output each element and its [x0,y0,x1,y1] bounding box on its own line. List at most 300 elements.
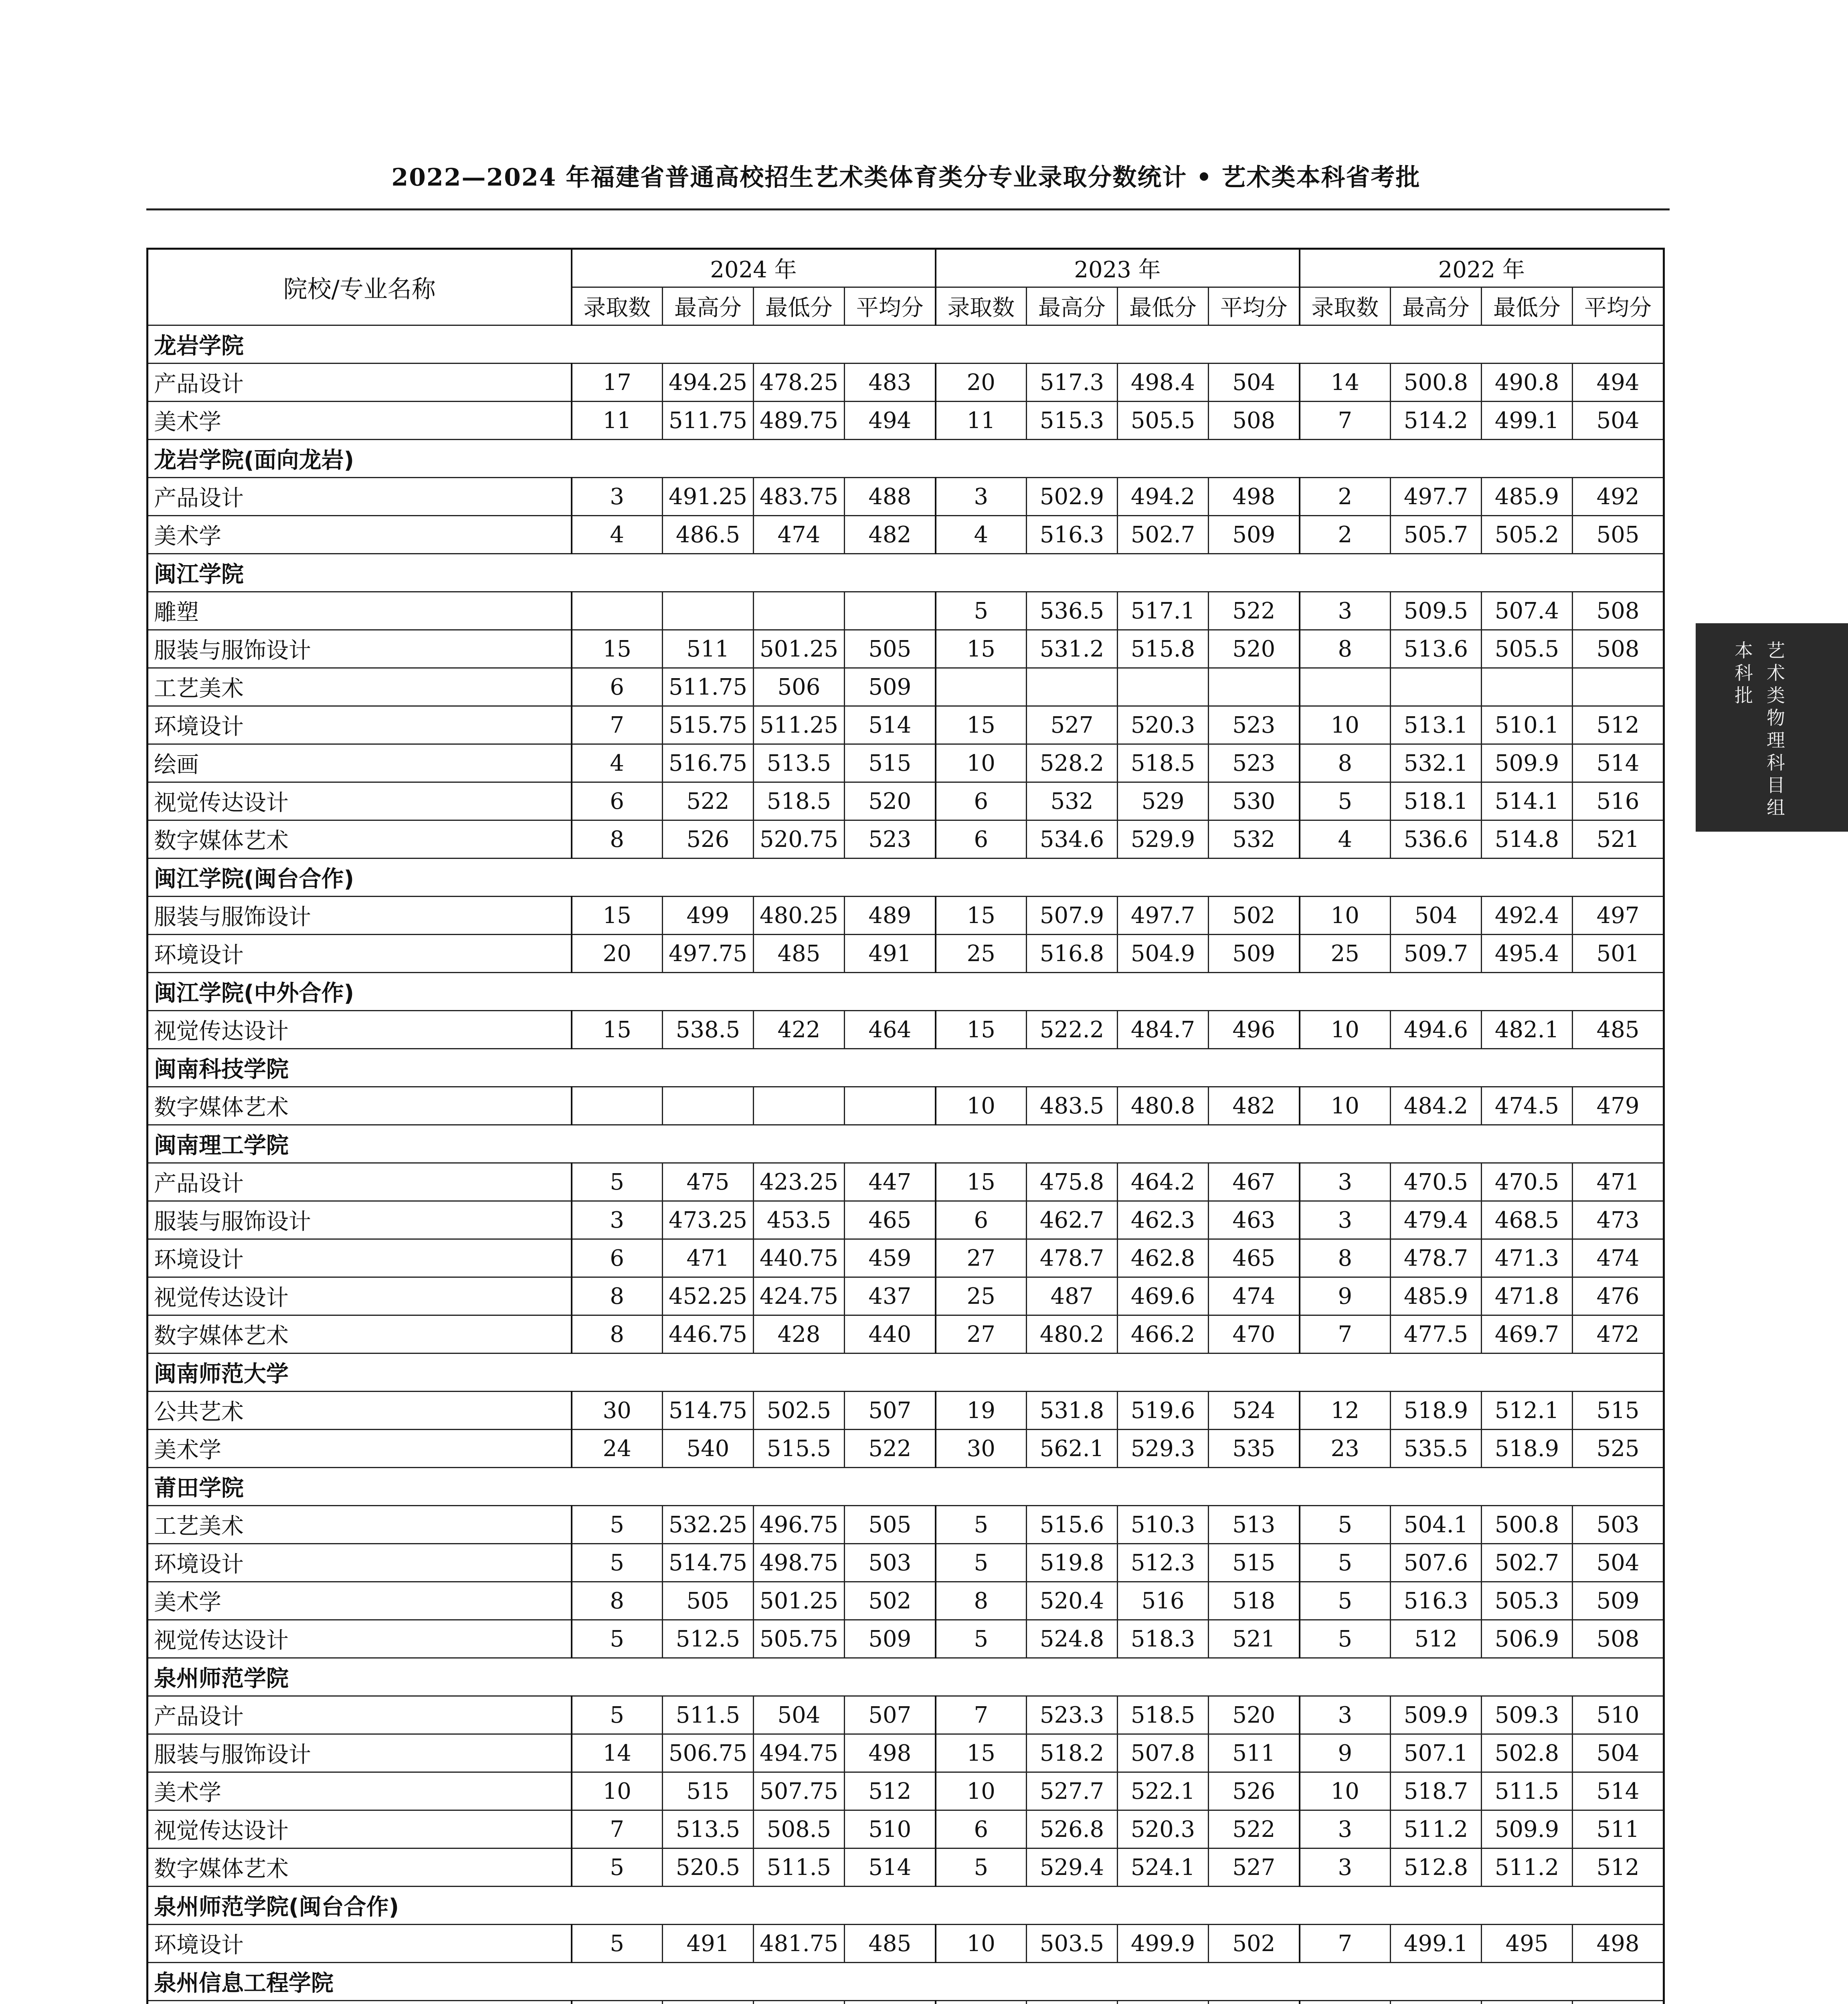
score-cell: 513 [1209,1506,1300,1544]
score-cell: 8 [1300,630,1391,668]
table-row [148,1506,1664,1544]
score-cell: 10 [1300,897,1391,935]
score-cell: 508 [1573,592,1664,630]
score-cell: 518.3 [1118,1620,1209,1658]
score-cell: 494.6 [1391,1011,1482,1049]
score-cell: 528.2 [1027,744,1118,782]
school-row [148,1049,1664,1087]
school-name: 龙岩学院(面向龙岩) [148,440,1664,478]
side-tab-line2: 本科批 [1735,640,1753,706]
score-cell: 527.7 [1027,1772,1118,1810]
score-cell: 422 [754,1011,845,1049]
score-cell: 518.9 [1391,1392,1482,1430]
major-name: 工艺美术 [148,1506,572,1544]
score-cell [1118,2001,1209,2004]
score-cell: 501.25 [754,630,845,668]
school-name: 泉州信息工程学院 [148,1963,1664,2001]
major-name: 服装与服饰设计 [148,1734,572,1772]
school-name: 闽江学院 [148,554,1664,592]
score-cell: 505 [845,630,936,668]
score-cell: 511.2 [1391,1810,1482,1848]
major-name: 产品设计 [148,364,572,402]
table-row [148,592,1664,630]
major-name: 服装与服饰设计 [148,630,572,668]
score-cell: 516 [1573,782,1664,820]
school-row [148,325,1664,364]
table-row [148,668,1664,706]
score-cell: 5 [936,592,1027,630]
score-cell: 501 [1573,935,1664,973]
score-cell: 471 [1573,1163,1664,1201]
score-cell: 6 [936,820,1027,859]
score-cell: 5 [936,1620,1027,1658]
score-cell: 7 [936,1696,1027,1734]
score-cell: 5 [1300,1506,1391,1544]
score-cell: 482 [1209,1087,1300,1125]
score-cell: 485.9 [1482,478,1573,516]
major-name: 产品设计 [148,1163,572,1201]
school-row [148,554,1664,592]
score-cell: 5 [572,1925,663,1963]
score-cell: 474.5 [1482,1087,1573,1125]
score-cell: 513.1 [1391,706,1482,744]
score-cell: 480.2 [1027,1315,1118,1354]
score-cell: 4 [572,744,663,782]
score-cell: 520.75 [754,820,845,859]
major-name: 公共艺术 [148,1392,572,1430]
score-cell: 485 [1573,1011,1664,1049]
score-cell: 471.3 [1482,1239,1573,1277]
score-cell [663,592,754,630]
score-cell: 513.5 [663,1810,754,1848]
score-cell: 511.25 [754,706,845,744]
score-cell: 8 [1300,744,1391,782]
major-name: 数字媒体艺术 [148,1315,572,1354]
score-cell: 503.5 [1027,1925,1118,1963]
major-name: 绘画 [148,744,572,782]
score-cell: 518.2 [1027,1734,1118,1772]
score-cell: 478.7 [1391,1239,1482,1277]
table-row [148,1544,1664,1582]
table-row [148,706,1664,744]
score-cell: 514 [845,706,936,744]
score-cell: 529.4 [1027,1848,1118,1887]
score-cell: 5 [1300,1544,1391,1582]
score-cell: 489.75 [754,402,845,440]
score-cell: 5 [936,1506,1027,1544]
score-cell: 499.9 [1118,1925,1209,1963]
metric-header: 平均分 [845,287,936,325]
table-row [148,1277,1664,1315]
score-cell [572,1087,663,1125]
score-cell: 6 [936,1201,1027,1239]
score-cell: 30 [936,1430,1027,1468]
score-cell: 30 [572,1392,663,1430]
score-cell: 428 [754,1315,845,1354]
score-cell: 459 [845,1239,936,1277]
table-row [148,1696,1664,1734]
score-cell: 504 [1573,402,1664,440]
score-cell: 495 [1482,1925,1573,1963]
score-cell: 480.8 [1118,1087,1209,1125]
major-name: 环境设计 [148,1925,572,1963]
score-cell: 14 [1300,364,1391,402]
score-cell: 25 [1300,935,1391,973]
score-cell: 482 [845,516,936,554]
score-cell: 8 [572,1315,663,1354]
score-cell: 494.2 [1118,478,1209,516]
score-cell [1118,668,1209,706]
score-cell: 498.75 [754,1544,845,1582]
score-cell: 485.9 [1391,1277,1482,1315]
score-cell [663,2001,754,2004]
table-row [148,1734,1664,1772]
score-cell: 504.1 [1391,1506,1482,1544]
score-cell: 470.5 [1482,1163,1573,1201]
score-cell: 532 [1027,782,1118,820]
score-cell [572,2001,663,2004]
year-header-2024: 2024 年 [572,249,936,287]
score-cell [1209,2001,1300,2004]
score-cell: 490.8 [1482,364,1573,402]
table-row [148,364,1664,402]
score-cell: 446.75 [663,1315,754,1354]
score-cell: 523 [1209,706,1300,744]
score-cell: 11 [572,402,663,440]
metric-header: 最高分 [1391,287,1482,325]
score-cell: 505.5 [1482,630,1573,668]
score-cell: 505 [1573,516,1664,554]
score-cell: 509 [845,668,936,706]
table-row [148,744,1664,782]
table-row [148,1201,1664,1239]
score-cell: 511.5 [663,1696,754,1734]
score-cell: 469.7 [1482,1315,1573,1354]
score-cell: 516 [1118,1582,1209,1620]
year-header-row [148,249,1664,287]
score-cell: 516.3 [1391,1582,1482,1620]
score-cell: 499.1 [1482,402,1573,440]
score-cell: 516.75 [663,744,754,782]
score-cell: 8 [572,1582,663,1620]
score-cell: 514.75 [663,1544,754,1582]
score-cell: 509 [1209,935,1300,973]
score-cell: 504.9 [1118,935,1209,973]
score-cell: 507.6 [1391,1544,1482,1582]
school-name: 龙岩学院 [148,325,1664,364]
score-cell: 5 [572,1544,663,1582]
score-cell [1391,668,1482,706]
year-header-2022: 2022 年 [1300,249,1664,287]
score-cell: 10 [1300,1011,1391,1049]
score-cell: 518.9 [1482,1430,1573,1468]
score-cell: 518.7 [1391,1772,1482,1810]
score-cell: 532 [1209,820,1300,859]
score-cell: 497.7 [1391,478,1482,516]
score-cell: 522 [845,1430,936,1468]
score-cell: 497 [1573,897,1664,935]
score-cell: 5 [936,1848,1027,1887]
score-cell: 506.9 [1482,1620,1573,1658]
score-cell: 462.3 [1118,1201,1209,1239]
score-cell: 518 [1209,1582,1300,1620]
metric-header: 录取数 [936,287,1027,325]
score-cell: 2 [1300,478,1391,516]
score-cell: 14 [572,1734,663,1772]
school-name: 闽江学院(中外合作) [148,973,1664,1011]
score-cell: 3 [1300,1163,1391,1201]
score-cell: 511.5 [1482,1772,1573,1810]
table-row [148,935,1664,973]
score-cell: 498 [1573,1925,1664,1963]
score-cell: 521 [1209,1620,1300,1658]
score-cell: 437 [845,1277,936,1315]
score-cell: 502.7 [1118,516,1209,554]
table-row [148,1925,1664,1963]
score-cell: 538.5 [663,1011,754,1049]
major-name: 环境设计 [148,706,572,744]
score-cell: 11 [936,402,1027,440]
score-cell: 504 [1573,1544,1664,1582]
score-cell: 514.8 [1482,820,1573,859]
score-cell: 9 [1300,1277,1391,1315]
score-cell: 509.9 [1482,744,1573,782]
score-cell: 10 [1300,706,1391,744]
school-row [148,440,1664,478]
metric-header: 平均分 [1209,287,1300,325]
score-cell: 520 [1209,630,1300,668]
score-cell: 470 [1209,1315,1300,1354]
score-cell: 8 [572,1277,663,1315]
score-cell: 503 [845,1544,936,1582]
score-cell: 7 [1300,402,1391,440]
score-cell: 522 [1209,592,1300,630]
metric-header: 最低分 [754,287,845,325]
score-cell: 505.2 [1482,516,1573,554]
table-row [148,820,1664,859]
score-cell: 15 [936,1163,1027,1201]
metric-header: 最低分 [1118,287,1209,325]
score-cell: 509 [845,1620,936,1658]
score-cell: 518.1 [1391,782,1482,820]
score-cell: 494.25 [663,364,754,402]
score-cell: 515 [1573,1392,1664,1430]
score-cell: 516.3 [1027,516,1118,554]
score-cell: 525 [1573,1430,1664,1468]
score-cell [936,2001,1027,2004]
score-cell: 519.8 [1027,1544,1118,1582]
score-cell: 532.1 [1391,744,1482,782]
score-cell: 484.7 [1118,1011,1209,1049]
score-cell: 527 [1027,706,1118,744]
score-cell: 511.2 [1482,1848,1573,1887]
school-name: 闽南师范大学 [148,1354,1664,1392]
score-cell: 15 [936,706,1027,744]
score-cell: 515 [663,1772,754,1810]
score-cell: 8 [1300,1239,1391,1277]
score-cell: 510 [845,1810,936,1848]
score-cell: 515.3 [1027,402,1118,440]
score-cell: 494.75 [754,1734,845,1772]
score-cell: 10 [1300,1087,1391,1125]
score-cell: 507.9 [1027,897,1118,935]
school-row [148,1468,1664,1506]
score-cell: 511.5 [754,1848,845,1887]
score-cell: 512 [845,1772,936,1810]
score-cell: 504 [1573,1734,1664,1772]
score-cell: 5 [1300,1620,1391,1658]
major-name: 视觉传达设计 [148,782,572,820]
score-cell: 506.75 [663,1734,754,1772]
major-name: 环境设计 [148,1544,572,1582]
score-cell: 5 [572,1696,663,1734]
score-cell: 523 [845,820,936,859]
table-row [148,1848,1664,1887]
table-body [148,325,1664,2004]
score-cell: 532.25 [663,1506,754,1544]
score-cell: 10 [936,1087,1027,1125]
score-cell: 511.75 [663,402,754,440]
school-row [148,1125,1664,1163]
table-row [148,2001,1664,2004]
score-cell: 500.8 [1482,1506,1573,1544]
score-cell: 5 [1300,782,1391,820]
major-name: 视觉传达设计 [148,1277,572,1315]
score-cell: 6 [572,668,663,706]
score-cell: 20 [572,935,663,973]
name-column-header: 院校/专业名称 [148,249,572,325]
score-cell: 6 [936,1810,1027,1848]
score-cell: 520.3 [1118,1810,1209,1848]
page-header: 2022—2024 年福建省普通高校招生艺术类体育类分专业录取分数统计 • 艺术类本科省考批 [391,164,1421,192]
score-cell [845,592,936,630]
score-cell: 462.7 [1027,1201,1118,1239]
score-cell: 515.5 [754,1430,845,1468]
score-cell: 5 [572,1163,663,1201]
major-name: 美术学 [148,516,572,554]
score-cell [1573,2001,1664,2004]
score-cell: 529.3 [1118,1430,1209,1468]
score-cell: 505.75 [754,1620,845,1658]
score-cell: 516.8 [1027,935,1118,973]
score-cell: 509.9 [1391,1696,1482,1734]
score-cell: 27 [936,1315,1027,1354]
school-row [148,1354,1664,1392]
score-cell [1027,668,1118,706]
score-cell: 7 [1300,1925,1391,1963]
score-cell: 502 [1209,1925,1300,1963]
table-row [148,1011,1664,1049]
score-cell: 526.8 [1027,1810,1118,1848]
score-cell: 485 [754,935,845,973]
table-row [148,897,1664,935]
score-cell: 496.75 [754,1506,845,1544]
table-row [148,516,1664,554]
score-cell: 507.1 [1391,1734,1482,1772]
score-cell: 529 [1118,782,1209,820]
school-name: 闽南科技学院 [148,1049,1664,1087]
score-cell: 492.4 [1482,897,1573,935]
score-cell: 15 [572,630,663,668]
score-cell: 512.5 [663,1620,754,1658]
score-cell: 511.75 [663,668,754,706]
score-cell: 440.75 [754,1239,845,1277]
score-cell: 515 [845,744,936,782]
major-name: 环境设计 [148,935,572,973]
header-rule [146,208,1670,210]
major-name: 产品设计 [148,1696,572,1734]
major-name: 产品设计 [148,478,572,516]
score-cell: 500.8 [1391,364,1482,402]
score-cell: 470.5 [1391,1163,1482,1201]
score-cell: 5 [1300,1582,1391,1620]
score-cell: 486.5 [663,516,754,554]
score-cell: 522 [663,782,754,820]
year-header-2023: 2023 年 [936,249,1300,287]
major-name: 视觉传达设计 [148,1810,572,1848]
score-cell: 498.4 [1118,364,1209,402]
score-cell: 19 [936,1392,1027,1430]
score-cell: 4 [1300,820,1391,859]
score-cell: 509.7 [1391,935,1482,973]
school-name: 闽江学院(闽台合作) [148,859,1664,897]
score-cell: 452.25 [663,1277,754,1315]
score-cell: 424.75 [754,1277,845,1315]
score-cell: 23 [1300,1430,1391,1468]
score-cell: 487 [1027,1277,1118,1315]
score-cell: 515.75 [663,706,754,744]
score-cell [754,1087,845,1125]
score-cell: 476 [1573,1277,1664,1315]
score-cell: 15 [572,1011,663,1049]
metric-header: 最高分 [1027,287,1118,325]
score-cell: 474 [754,516,845,554]
score-cell: 17 [572,364,663,402]
score-cell: 505.5 [1118,402,1209,440]
score-cell: 3 [572,478,663,516]
score-cell: 519.6 [1118,1392,1209,1430]
score-cell: 491 [663,1925,754,1963]
score-cell: 529.9 [1118,820,1209,859]
score-cell: 503 [1573,1506,1664,1544]
score-cell: 526 [663,820,754,859]
score-cell: 3 [1300,1696,1391,1734]
score-cell: 8 [936,1582,1027,1620]
score-cell [936,668,1027,706]
score-cell: 536.6 [1391,820,1482,859]
score-cell: 24 [572,1430,663,1468]
score-cell: 492 [1573,478,1664,516]
score-cell: 536.5 [1027,592,1118,630]
score-cell: 524 [1209,1392,1300,1430]
score-cell: 25 [936,1277,1027,1315]
score-cell: 512.1 [1482,1392,1573,1430]
score-cell: 472 [1573,1315,1664,1354]
score-cell: 15 [936,897,1027,935]
score-cell [845,2001,936,2004]
score-cell: 512.3 [1118,1544,1209,1582]
score-cell: 514 [845,1848,936,1887]
score-cell: 534.6 [1027,820,1118,859]
score-cell: 15 [936,1011,1027,1049]
score-cell: 494 [1573,364,1664,402]
score-cell: 523 [1209,744,1300,782]
table-row [148,1810,1664,1848]
score-cell: 423.25 [754,1163,845,1201]
score-cell: 10 [936,1772,1027,1810]
score-cell: 25 [936,935,1027,973]
score-cell: 535 [1209,1430,1300,1468]
